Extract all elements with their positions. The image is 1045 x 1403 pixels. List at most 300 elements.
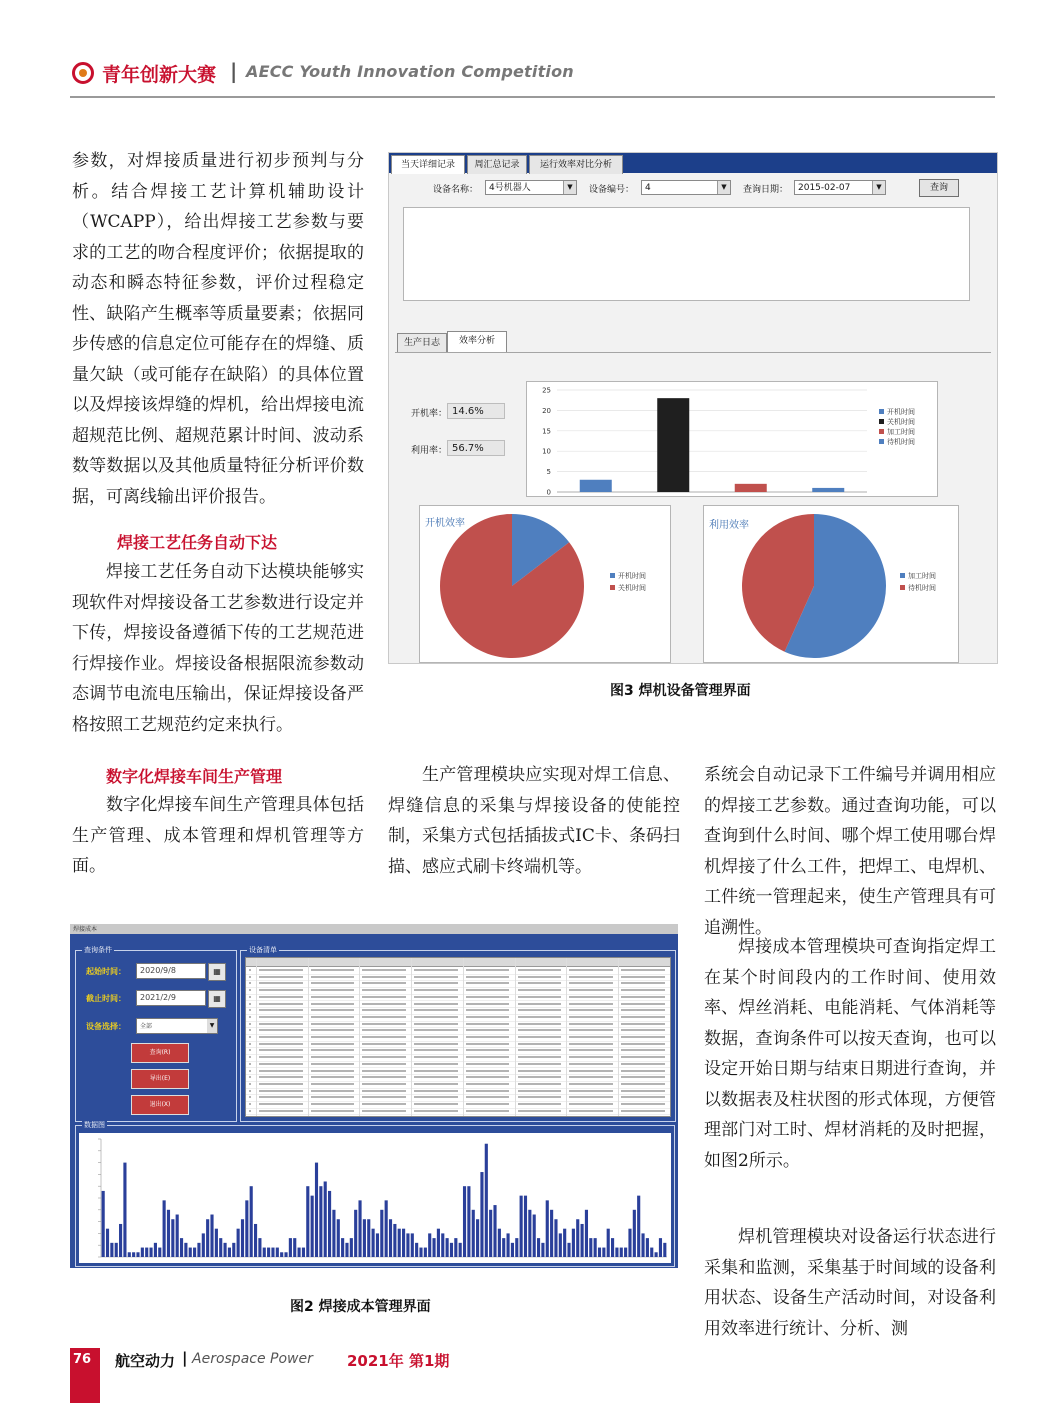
table-cell [569,1009,613,1011]
bar [106,1229,109,1257]
bar [441,1233,444,1257]
table-cell [466,1009,510,1011]
table-cell [518,1009,562,1011]
table-cell [466,1036,510,1038]
table-header-row [246,958,670,967]
table-cell [362,969,406,971]
table-row[interactable] [246,1108,670,1116]
fig3-pie1-panel [419,505,671,663]
table-cell [362,976,406,978]
table-cell [249,1003,251,1005]
y-tick-label: 5 [546,468,551,477]
bar [219,1238,222,1257]
table-cell [414,989,458,991]
table-cell [621,1029,665,1031]
table-cell [249,1029,251,1031]
table-cell [259,1110,303,1112]
table-cell [518,1029,562,1031]
bar [411,1233,414,1257]
bar [585,1210,588,1257]
table-cell [311,1070,355,1072]
pie1-title: 开机效率 [425,518,465,529]
bar [358,1200,361,1257]
table-cell [518,1003,562,1005]
chevron-down-icon[interactable]: ▼ [717,181,730,194]
fig2-titlebar [70,924,678,934]
bar [528,1210,531,1257]
start-time-input[interactable] [136,963,206,979]
table-cell [518,1056,562,1058]
fig3-bar-panel [526,381,938,497]
bar [115,1243,118,1257]
device-select-value: 全部 [140,1023,153,1030]
table-cell [569,1110,613,1112]
bar [367,1219,370,1257]
table-cell [362,1103,406,1105]
table-cell [249,1076,251,1078]
fig2-chart-group-title: 数据图 [84,1121,105,1129]
device-select-label: 设备选择： [86,1022,126,1031]
table-col-divider [359,958,360,1116]
table-cell [259,1063,303,1065]
table-cell [621,1043,665,1045]
bar [197,1243,200,1257]
query-date-label: 查询日期： [743,185,789,195]
table-cell [259,996,303,998]
table-cell [466,1003,510,1005]
table-cell [518,1096,562,1098]
bar [254,1224,257,1257]
table-cell [362,1049,406,1051]
bar [467,1186,470,1257]
table-cell [249,1096,251,1098]
legend-label: 加工时间 [887,428,915,436]
bar-chart-cost [79,1133,671,1263]
table-cell [621,1070,665,1072]
table-cell [621,969,665,971]
subtab-efficiency-analysis[interactable]: 效率分析 [447,331,507,352]
bar [602,1248,605,1257]
bar [119,1224,122,1257]
left-para-3: 数字化焊接车间生产管理具体包括生产管理、成本管理和焊机管理等方面。 [72,795,364,876]
bar [576,1219,579,1257]
figure-3-equipment-ui [388,152,998,664]
footer-issue: 2021年 第1期 [347,1352,450,1370]
table-cell [259,1083,303,1085]
legend-swatch [879,409,884,414]
table-cell [259,1029,303,1031]
y-tick-label: 0 [546,488,551,496]
bar [180,1238,183,1257]
bar [171,1219,174,1257]
bar [149,1248,152,1257]
right-para-3: 焊机管理模块对设备运行状态进行采集和监测，采集基于时间域的设备利用状态、设备生产活动时间，对设备利用效率进行统计、分析、测 [704,1227,996,1339]
table-cell [621,1076,665,1078]
table-cell [569,1063,613,1065]
table-cell [414,1103,458,1105]
bar [655,1252,658,1257]
device-name-label: 设备名称： [433,185,479,195]
table-cell [414,1036,458,1038]
table-cell [466,1023,510,1025]
page-number: 76 [73,1352,92,1367]
table-cell [569,1036,613,1038]
table-cell [362,1016,406,1018]
table-cell [518,996,562,998]
table-cell [466,1110,510,1112]
bar [446,1238,449,1257]
bar [163,1200,166,1257]
bar [428,1233,431,1257]
table-cell [249,1056,251,1058]
bar [463,1186,466,1257]
start-time-label: 起始时间： [86,967,126,976]
table-cell [621,1056,665,1058]
bar [141,1248,144,1257]
bar [302,1248,305,1257]
header-title-en: AECC Youth Innovation Competition [246,62,574,81]
exit-x-button[interactable]: 退出(X) [131,1095,189,1115]
table-cell [249,1063,251,1065]
bar [659,1238,662,1257]
table-cell [518,1110,562,1112]
table-cell [414,1049,458,1051]
query-date-picker[interactable] [794,180,886,195]
table-cell [621,1016,665,1018]
legend-swatch [610,585,615,590]
bar [735,484,767,492]
table-cell [311,1023,355,1025]
device-no-value: 4 [645,183,651,193]
bar [298,1248,301,1257]
end-time-input[interactable] [136,990,206,1006]
section-heading-task: 焊接工艺任务自动下达 [117,533,278,552]
bar [228,1248,231,1257]
table-cell [621,976,665,978]
bar [167,1210,170,1257]
bar [332,1210,335,1257]
chevron-down-icon[interactable]: ▼ [872,181,885,194]
bar [128,1252,131,1257]
table-cell [414,1023,458,1025]
table-cell [569,1090,613,1092]
bar [202,1233,205,1257]
bar [546,1200,549,1257]
bar [537,1238,540,1257]
pie-chart-on-efficiency [420,506,670,662]
bar [498,1229,501,1257]
table-cell [249,976,251,978]
table-cell [466,1103,510,1105]
figure-3-caption: 图3 焊机设备管理界面 [610,683,751,699]
legend-label: 开机时间 [618,572,646,580]
bar [541,1243,544,1257]
table-cell [414,1003,458,1005]
bar [524,1196,527,1257]
bar [215,1229,218,1257]
bar [232,1243,235,1257]
table-cell [362,1056,406,1058]
table-cell [362,1043,406,1045]
bar [415,1243,418,1257]
table-col-divider [566,958,567,1116]
table-cell [311,976,355,978]
bar [620,1248,623,1257]
on-rate-value: 14.6% [447,403,505,419]
legend-label: 关机时间 [887,418,915,426]
query-r-button[interactable]: 查询(R) [131,1043,189,1063]
table-col-divider [618,958,619,1116]
bar [472,1210,475,1257]
bar [263,1248,266,1257]
table-cell [466,1043,510,1045]
table-cell [414,1063,458,1065]
table-cell [414,976,458,978]
table-cell [621,1096,665,1098]
export-e-button[interactable]: 导出(E) [131,1069,189,1089]
table-cell [259,969,303,971]
bar [611,1238,614,1257]
bar [136,1252,139,1257]
subtab-divider [395,352,991,353]
bar [210,1215,213,1257]
table-cell [466,1016,510,1018]
bar [646,1238,649,1257]
table-cell [518,1049,562,1051]
equipment-data-table[interactable] [245,957,671,1117]
device-no-select[interactable] [641,180,731,195]
use-rate-label: 利用率： [411,446,448,456]
left-para-1: 参数，对焊接质量进行初步预判与分析。结合焊接工艺计算机辅助设计（WCAPP），给出焊接工艺参数与要求的工艺的吻合程度评价；依据提取的动态和瞬态特征参数，评价过程稳定性、缺陷产生概率等质量要素；依据同步传感的信息定位可能存在的焊缝、质量欠缺（或可能存在缺陷）的具体位置以及焊接该焊缝的焊机，给出焊接电流超规范比例、超规范累计时间、波动系数等数据以及其他质量特征分析评价数据，可离线输出评价报告。 [72,151,364,507]
bar [250,1186,253,1257]
pie2-title: 利用效率 [709,520,749,531]
table-cell [569,1029,613,1031]
table-cell [259,1036,303,1038]
table-cell [569,969,613,971]
table-cell [259,1023,303,1025]
table-cell [621,989,665,991]
table-cell [362,1083,406,1085]
table-cell [414,1083,458,1085]
table-cell [311,1016,355,1018]
bar [589,1238,592,1257]
bar [324,1181,327,1257]
legend-swatch [879,429,884,434]
bar [502,1238,505,1257]
bar [132,1252,135,1257]
bar [598,1248,601,1257]
fig2-query-group [75,946,237,1122]
table-cell [362,1023,406,1025]
table-cell [249,989,251,991]
bar [271,1248,274,1257]
bar [507,1233,510,1257]
table-cell [621,1003,665,1005]
y-tick-label: 20 [542,406,551,415]
bar [350,1238,353,1257]
bar [485,1144,488,1257]
bar [607,1229,610,1257]
table-cell [249,1023,251,1025]
table-cell [362,982,406,984]
end-time-value: 2021/2/9 [140,993,176,1002]
table-cell [259,976,303,978]
table-cell [414,1070,458,1072]
table-cell [414,1043,458,1045]
table-cell [466,1096,510,1098]
figure-2-caption: 图2 焊接成本管理界面 [290,1299,431,1315]
bar [363,1219,366,1257]
fig3-empty-panel [403,207,970,301]
bar [341,1238,344,1257]
table-cell [249,969,251,971]
table-cell [362,1096,406,1098]
table-cell [362,1003,406,1005]
table-cell [569,1023,613,1025]
y-tick-label: 15 [542,427,551,436]
table-cell [259,1070,303,1072]
table-cell [621,982,665,984]
table-cell [569,1016,613,1018]
bar [432,1238,435,1257]
on-rate-label: 开机率： [411,409,448,419]
table-cell [621,1103,665,1105]
bar [633,1210,636,1257]
table-cell [362,1090,406,1092]
bar [280,1252,283,1257]
table-cell [518,1043,562,1045]
bar [550,1210,553,1257]
bar [389,1219,392,1257]
table-cell [311,1110,355,1112]
table-cell [518,1090,562,1092]
section-heading-workshop: 数字化焊接车间生产管理 [106,767,283,786]
table-cell [466,969,510,971]
tab-efficiency-compare[interactable]: 运行效率对比分析 [529,155,623,174]
table-cell [311,1063,355,1065]
bar [337,1219,340,1257]
subtab-production-log[interactable]: 生产日志 [397,333,447,352]
bar [563,1229,566,1257]
bar [284,1252,287,1257]
tab-weekly-summary[interactable]: 周汇总记录 [467,155,527,174]
bar [176,1215,179,1257]
table-cell [569,1043,613,1045]
mid-para: 生产管理模块应实现对焊工信息、焊缝信息的采集与焊接设备的使能控制，采集方式包括插拔式IC卡、条码扫描、感应式刷卡终端机等。 [388,765,680,877]
table-cell [621,1083,665,1085]
table-cell [362,1070,406,1072]
device-name-select[interactable] [485,180,577,195]
legend-label: 开机时间 [887,408,915,416]
table-cell [414,996,458,998]
table-cell [518,1036,562,1038]
bar [267,1248,270,1257]
query-date-value: 2015-02-07 [798,183,851,193]
tab-daily-record[interactable]: 当天详细记录 [391,155,465,174]
calendar-icon[interactable]: ▦ [208,963,226,981]
table-cell [259,1003,303,1005]
left-para-2: 焊接工艺任务自动下达模块能够实现软件对焊接设备工艺参数进行设定并下传，焊接设备遵循下传的工艺规范进行焊接作业。焊接设备根据限流参数动态调节电流电压输出，保证焊接设备严格按照工艺规范约定来执行。 [72,562,364,735]
bar [581,1224,584,1257]
end-time-label: 截止时间： [86,994,126,1003]
header-rule [70,96,995,98]
calendar-icon[interactable]: ▦ [208,990,226,1008]
query-button[interactable]: 查询 [919,179,959,197]
table-cell [569,989,613,991]
table-cell [518,982,562,984]
table-cell [311,1036,355,1038]
bar [515,1238,518,1257]
table-cell [249,1016,251,1018]
header-separator: | [230,59,238,83]
bar [489,1210,492,1257]
table-cell [518,969,562,971]
bar [402,1229,405,1257]
table-col-divider [411,958,412,1116]
table-cell [518,1076,562,1078]
table-cell [311,989,355,991]
right-para-2: 焊接成本管理模块可查询指定焊工在某个时间段内的工作时间、使用效率、焊丝消耗、电能消耗、气体消耗等数据，查询条件可以按天查询，也可以设定开始日期与结束日期进行查询，并以数据表及柱状图的形式体现，方便管理部门对工时、焊材消耗的及时把握，如图2所示。 [704,937,996,1171]
table-cell [311,1103,355,1105]
table-cell [466,1090,510,1092]
bar [657,398,689,492]
bar [398,1229,401,1257]
table-cell [362,1076,406,1078]
table-cell [311,996,355,998]
table-cell [249,1043,251,1045]
right-para-1: 系统会自动记录下工件编号并调用相应的焊接工艺参数。通过查询功能，可以查询到什么时间、哪个焊工使用哪台焊机焊接了什么工件，把焊工、电焊机、工件统一管理起来，使生产管理具有可追溯性。 [704,765,996,938]
bar [567,1243,570,1257]
table-cell [621,1036,665,1038]
bar-chart-status-times [527,382,937,496]
table-cell [466,1049,510,1051]
table-cell [249,1070,251,1072]
table-cell [311,1049,355,1051]
table-cell [311,1090,355,1092]
figure-2-cost-ui [70,924,678,1268]
header-logo [72,62,94,84]
table-cell [311,1003,355,1005]
table-cell [414,1110,458,1112]
bar [315,1163,318,1257]
bar [476,1219,479,1257]
bar [237,1229,240,1257]
table-cell [569,982,613,984]
legend-swatch [879,439,884,444]
table-cell [362,1036,406,1038]
table-cell [466,1029,510,1031]
table-col-divider [515,958,516,1116]
table-cell [569,1056,613,1058]
table-cell [518,1063,562,1065]
bar [615,1248,618,1257]
use-rate-value: 56.7% [447,440,505,456]
device-name-value: 4号机器人 [489,183,531,193]
bar [193,1248,196,1257]
chevron-down-icon[interactable]: ▼ [563,181,576,194]
bar [459,1243,462,1257]
legend-label: 加工时间 [908,572,936,580]
table-cell [311,982,355,984]
table-cell [249,1103,251,1105]
bar [154,1243,157,1257]
table-cell [518,989,562,991]
table-col-divider [463,958,464,1116]
chevron-down-icon[interactable]: ▼ [207,1019,217,1033]
legend-swatch [879,419,884,424]
device-select-dropdown[interactable] [136,1018,218,1034]
table-cell [414,1056,458,1058]
